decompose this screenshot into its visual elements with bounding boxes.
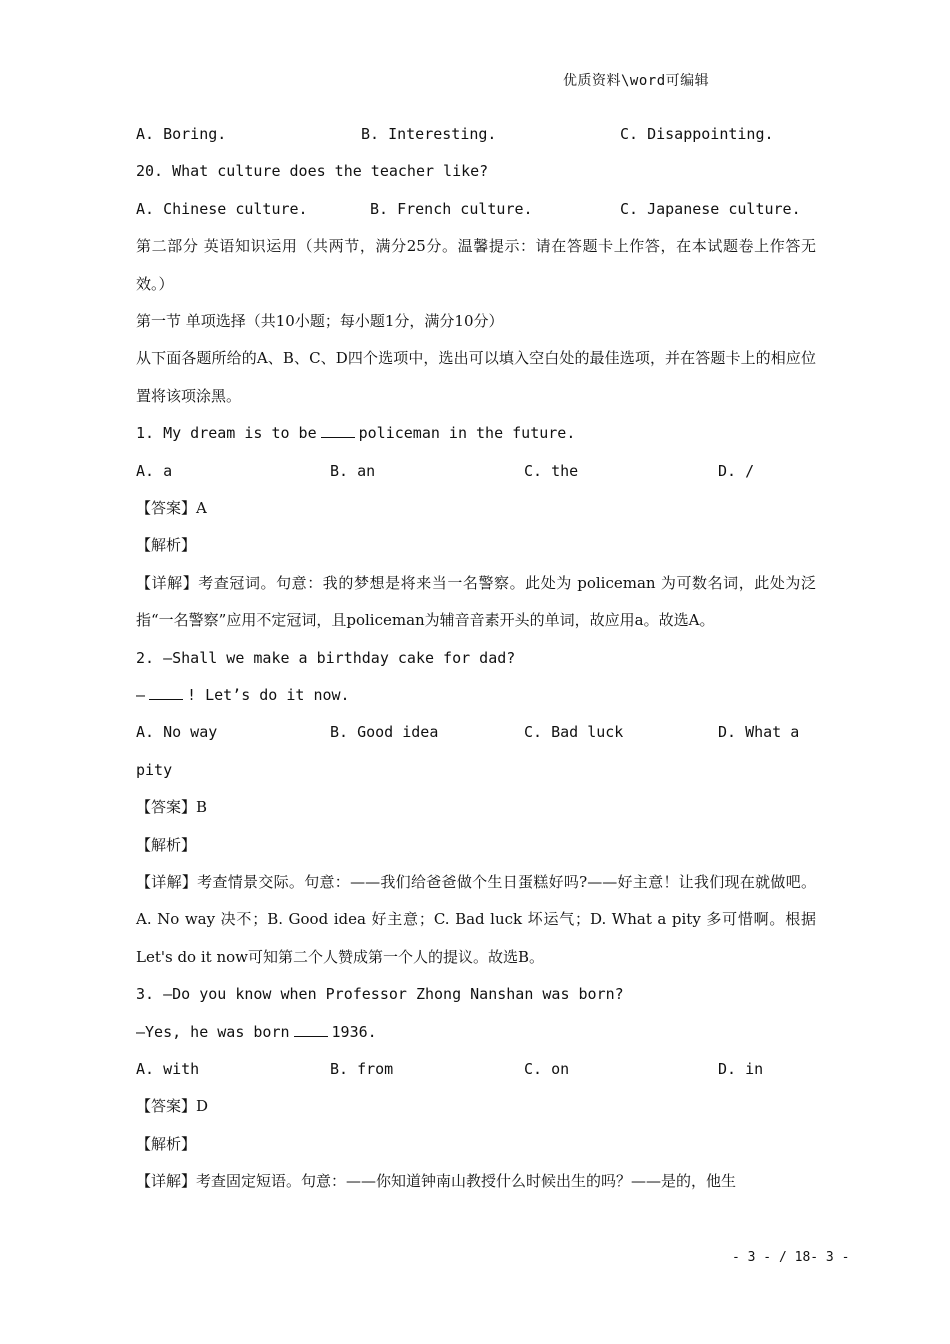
q2-reply-after: ! Let’s do it now. — [187, 685, 350, 704]
q3-option-d: D. in — [718, 1059, 764, 1078]
q3-blank — [294, 1035, 328, 1037]
q1-option-c: C. the — [524, 461, 579, 480]
q2-option-a: A. No way — [136, 723, 218, 742]
q19-option-b: B. Interesting. — [361, 125, 497, 143]
q2-stem: 2. —Shall we make a birthday cake for dad? — [136, 648, 516, 667]
q1-stem — [136, 415, 816, 452]
part2-title: 第二部分 英语知识运用（共两节，满分25分。温馨提示：请在答题卡上作答，在本试题卷上作答无效。） — [136, 237, 816, 293]
q3-options — [136, 1051, 816, 1088]
q1-option-a: A. a — [136, 461, 173, 480]
q2-reply-before: — — [136, 685, 146, 704]
q2-blank — [149, 698, 183, 700]
q3-reply-before: —Yes, he was born — [136, 1022, 290, 1041]
q2-option-c: C. Bad luck — [524, 723, 624, 742]
q3-reply-after: 1936. — [331, 1022, 377, 1041]
q20-stem: 20. What culture does the teacher like? — [136, 162, 489, 181]
q1-option-d: D. / — [718, 461, 755, 480]
q3-answer: 【答案】D — [136, 1097, 209, 1116]
section1-title: 第一节 单项选择（共10小题；每小题1分，满分10分） — [136, 311, 504, 330]
q1-option-b: B. an — [330, 461, 376, 480]
q2-option-b: B. Good idea — [330, 723, 439, 742]
q1-options — [136, 453, 816, 490]
q1-answer: 【答案】A — [136, 498, 207, 517]
q3-option-b: B. from — [330, 1059, 394, 1078]
q3-detail: 【详解】考查固定短语。句意：——你知道钟南山教授什么时候出生的吗？——是的，他生 — [136, 1172, 737, 1191]
q1-blank — [321, 436, 355, 438]
q20-option-b: B. French culture. — [370, 199, 533, 218]
q3-stem: 3. —Do you know when Professor Zhong Nanshan was born? — [136, 985, 624, 1004]
q20-options — [136, 191, 816, 228]
q19-option-c: C. Disappointing. — [620, 125, 774, 143]
q2-option-d-wrap: pity — [136, 760, 173, 779]
q2-answer: 【答案】B — [136, 798, 208, 817]
q20-option-c: C. Japanese culture. — [620, 199, 801, 218]
instructions: 从下面各题所给的A、B、C、D四个选项中，选出可以填入空白处的最佳选项，并在答题卡上的相应位置将该项涂黑。 — [136, 349, 816, 405]
q1-stem-before: 1. My dream is to be — [136, 424, 317, 443]
q1-detail: 【详解】考查冠词。句意：我的梦想是将来当一名警察。此处为 policeman 为可数名词，此处为泛指“一名警察”应用不定冠词，且policeman为辅音音素开头的单词，故应用a。故选A。 — [136, 573, 816, 630]
header-note: 优质资料\word可编辑 — [563, 73, 710, 89]
q1-analysis: 【解析】 — [136, 536, 197, 555]
page-footer: - 3 - / 18- 3 - — [732, 1250, 850, 1265]
document-body — [136, 116, 816, 1200]
q3-reply — [136, 1014, 816, 1051]
q2-detail: 【详解】考查情景交际。句意：——我们给爸爸做个生日蛋糕好吗?——好主意！让我们现在就做吧。A. No way 决不；B. Good idea 好主意；C. Bad luck 坏运气；D. What a pity 多可惜啊。根据Let's do it now可知第二个人赞成第一个人的提议。故选B。 — [136, 872, 816, 966]
q20-option-a: A. Chinese culture. — [136, 199, 308, 218]
q3-analysis: 【解析】 — [136, 1134, 197, 1153]
q19-option-a: A. Boring. — [136, 125, 227, 143]
q2-options — [136, 714, 816, 751]
q3-option-c: C. on — [524, 1059, 570, 1078]
q3-option-a: A. with — [136, 1059, 200, 1078]
q2-option-d: D. What a — [718, 723, 800, 742]
q1-stem-after: policeman in the future. — [358, 424, 576, 443]
q19-options — [136, 116, 816, 153]
q2-reply — [136, 677, 816, 714]
q2-analysis: 【解析】 — [136, 835, 197, 854]
